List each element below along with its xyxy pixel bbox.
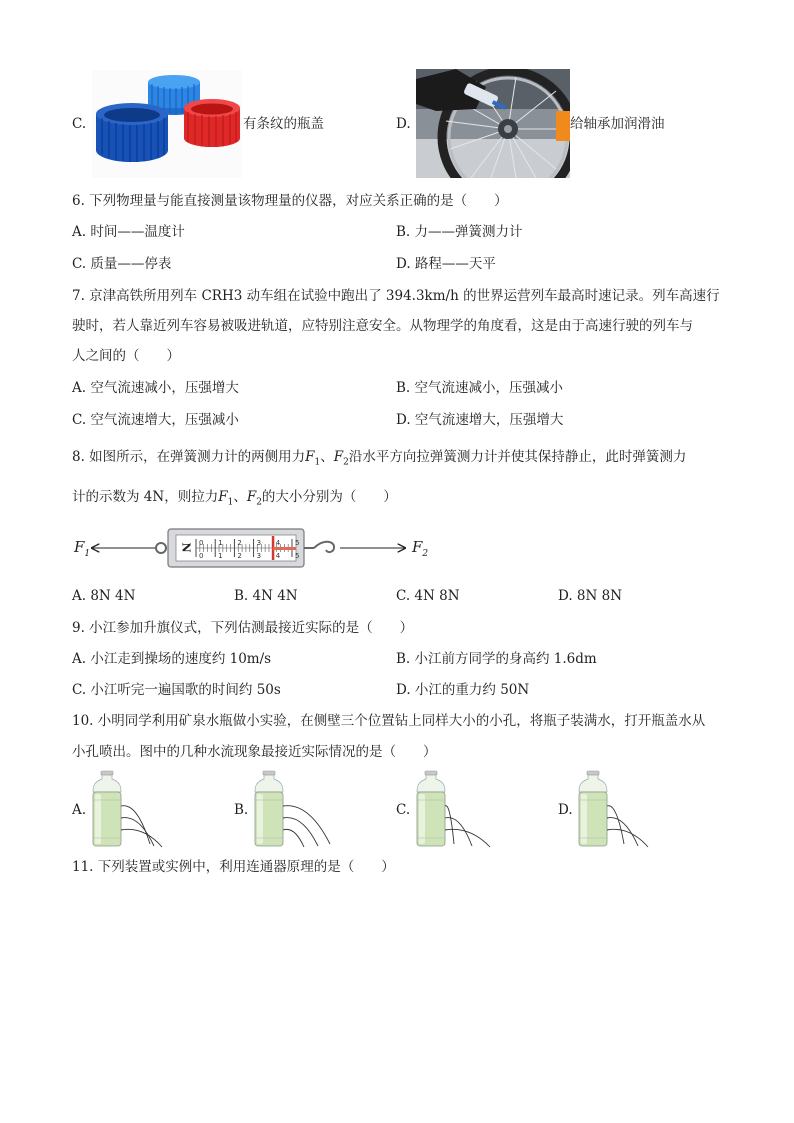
- f1-symbol: F: [218, 489, 228, 505]
- f1-subscript: 1: [227, 497, 234, 508]
- q6-option-b: B. 力——弹簧测力计: [396, 224, 523, 240]
- bottle-highlight: [95, 794, 101, 844]
- f1-figure-symbol: F: [74, 538, 85, 556]
- q9-option-c: C. 小江听完一遍国歌的时间约 50s: [72, 682, 281, 698]
- q7-option-c: C. 空气流速增大，压强减小: [72, 412, 239, 428]
- q5-option-c-text: 有条纹的瓶盖: [243, 116, 324, 132]
- q9-option-b: B. 小江前方同学的身高约 1.6dm: [396, 651, 597, 667]
- q10-line-2: 小孔喷出。图中的几种水流现象最接近实际情况的是（ ）: [72, 744, 437, 760]
- bottle-figure-b: [252, 770, 334, 848]
- q8-option-b: B. 4N 4N: [234, 588, 298, 604]
- q7-line-2: 驶时，若人靠近列车容易被吸进轨道，应特别注意安全。从物理学的角度看，这是由于高速行驶的列车与: [72, 318, 693, 334]
- scale-tick-label-top: 4: [275, 539, 281, 547]
- q6-option-d: D. 路程——天平: [396, 256, 496, 272]
- q10-option-a-label: A.: [72, 802, 87, 818]
- right-hook: [314, 542, 334, 552]
- bottle-highlight: [419, 794, 425, 844]
- bottle-shoulder: [255, 775, 283, 792]
- scale-tick-label-bottom: 5: [295, 552, 300, 560]
- scale-tick-label-top: 5: [295, 539, 300, 547]
- scale-tick-label-bottom: 3: [256, 552, 262, 560]
- water-jet: [283, 806, 330, 844]
- water-jet: [283, 829, 304, 847]
- q8-line-1: [72, 447, 686, 473]
- scale-tick-label-bottom: 1: [218, 552, 223, 560]
- q10-line-1: 10. 小明同学利用矿泉水瓶做小实验，在侧壁三个位置钻上同样大小的小孔，将瓶子装满水，打开瓶盖水从: [72, 713, 706, 729]
- scale-tick-label-bottom: 2: [237, 552, 242, 560]
- bottle-highlight: [257, 794, 263, 844]
- spring-indicator-bar: [273, 547, 296, 550]
- bottle-cap: [425, 771, 437, 775]
- q10-option-c-label: C.: [396, 802, 411, 818]
- scale-tick-label-top: 1: [218, 539, 223, 547]
- q8-line-1-start: 8. 如图所示，在弹簧测力计的两侧用力: [72, 449, 306, 465]
- q7-option-a: A. 空气流速减小，压强增大: [72, 380, 239, 396]
- f2-symbol: F: [333, 449, 344, 465]
- q10-option-b-label: B.: [234, 802, 249, 818]
- scale-tick-label-top: 2: [237, 539, 242, 547]
- bottle-shoulder: [93, 775, 121, 792]
- left-ring: [156, 543, 166, 553]
- q7-line-1: 7. 京津高铁所用列车 CRH3 动车组在试验中跑出了 394.3km/h 的世界运营列车最高时速记录。列车高速行: [72, 288, 720, 304]
- water-jet: [445, 829, 490, 847]
- q8-option-d: D. 8N 8N: [558, 588, 623, 604]
- scale-tick-label-bottom: 4: [275, 552, 281, 560]
- f2-subscript: 2: [256, 497, 262, 508]
- water-jet: [121, 829, 162, 847]
- q7-option-b: B. 空气流速减小，压强减小: [396, 380, 564, 396]
- q8-separator: 、: [233, 489, 247, 505]
- q7-option-d: D. 空气流速增大，压强增大: [396, 412, 564, 428]
- bottle-caps-image: [92, 70, 242, 178]
- water-jet: [607, 818, 638, 846]
- q9-option-a: A. 小江走到操场的速度约 10m/s: [72, 651, 272, 667]
- f1-subscript: 1: [314, 457, 321, 468]
- scale-tick-label-top: 0: [199, 539, 204, 547]
- water-jet: [607, 829, 648, 847]
- f2-subscript: 2: [343, 457, 349, 468]
- bottle-shoulder: [417, 775, 445, 792]
- f2-symbol: F: [246, 489, 257, 505]
- water-jet: [283, 818, 318, 846]
- f1-figure-label: [74, 538, 90, 559]
- bottle-figure-a: [90, 770, 172, 848]
- q11-stem: 11. 下列装置或实例中，利用连通器原理的是（ ）: [72, 859, 395, 875]
- q5-option-d-letter: D.: [396, 116, 411, 132]
- bottle-figure-c: [414, 770, 496, 848]
- f1-symbol: F: [305, 449, 315, 465]
- scale-tick-label-bottom: 0: [199, 552, 204, 560]
- f2-figure-label: [412, 538, 428, 559]
- water-jet: [445, 806, 454, 844]
- q6-option-a: A. 时间——温度计: [72, 224, 185, 240]
- f1-figure-subscript: 1: [84, 549, 91, 559]
- q7-line-3: 人之间的（ ）: [72, 348, 180, 364]
- q8-line-2-start: 计的示数为 4N，则拉力: [72, 489, 219, 505]
- spring-balance-figure: [70, 524, 440, 574]
- q8-separator: 、: [320, 449, 334, 465]
- q5-option-d-text: 给轴承加润滑油: [570, 116, 665, 132]
- bicycle-wheel-oiling-image: [416, 69, 570, 178]
- water-jet: [607, 806, 624, 844]
- bottle-cap: [101, 771, 113, 775]
- q8-line-1-end: 沿水平方向拉弹簧测力计并使其保持静止，此时弹簧测力: [348, 449, 687, 465]
- q8-line-2-end: 的大小分别为（ ）: [261, 489, 397, 505]
- q6-option-c: C. 质量——停表: [72, 256, 172, 272]
- bottle-shoulder: [579, 775, 607, 792]
- water-jet: [121, 806, 150, 844]
- q10-option-d-label: D.: [558, 802, 573, 818]
- bottle-cap: [587, 771, 599, 775]
- q9-option-d: D. 小江的重力约 50N: [396, 682, 530, 698]
- bottle-cap: [263, 771, 275, 775]
- q8-option-c: C. 4N 8N: [396, 588, 460, 604]
- scale-tick-label-top: 3: [256, 539, 262, 547]
- f2-figure-symbol: F: [412, 538, 423, 556]
- q9-stem: 9. 小江参加升旗仪式，下列估测最接近实际的是（ ）: [72, 620, 414, 636]
- bottle-figure-d: [576, 770, 658, 848]
- bottle-highlight: [581, 794, 587, 844]
- q8-option-a: A. 8N 4N: [72, 588, 136, 604]
- f2-figure-subscript: 2: [422, 549, 429, 559]
- q5-option-c-letter: C.: [72, 116, 87, 132]
- q8-line-2: [72, 487, 397, 513]
- scale-unit-label: N: [179, 542, 193, 553]
- q6-stem: 6. 下列物理量与能直接测量该物理量的仪器，对应关系正确的是（ ）: [72, 193, 508, 209]
